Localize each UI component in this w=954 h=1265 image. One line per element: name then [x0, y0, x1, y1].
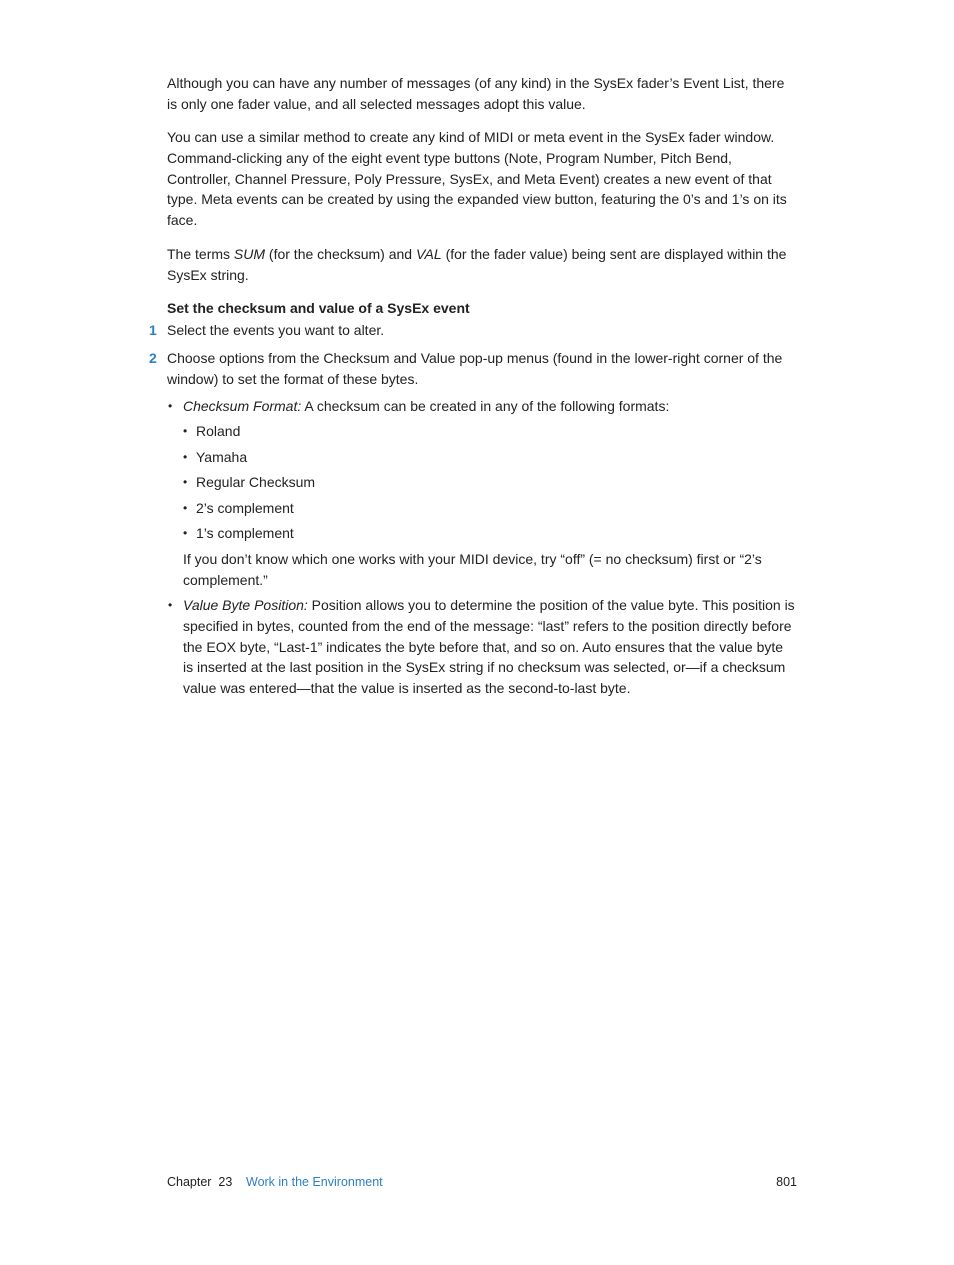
terms-text-1: The terms [167, 246, 234, 262]
step-1 [149, 320, 797, 341]
method-paragraph: You can use a similar method to create any kind of MIDI or meta event in the SysEx fader window. Command-clicking any of the eight event type buttons (Note, Program Number, Pitch Bend, Controller, Channel Pressure, Poly Pressure, SysEx, and Meta Event) creates a new event of that type. Meta events can be created by using the expanded view button, featuring the 0’s and 1’s on its face. [167, 129, 787, 229]
task-heading: Set the checksum and value of a SysEx event [167, 300, 470, 316]
intro-paragraph: Although you can have any number of messages (of any kind) in the SysEx fader’s Event List, there is only one fader value, and all selected messages adopt this value. [167, 75, 785, 112]
value-byte-position-term: Value Byte Position: [183, 597, 308, 613]
option-label: 2’s complement [196, 500, 294, 516]
bullet-checksum-format [168, 396, 797, 417]
list-item [183, 447, 786, 468]
terms-text-3: (for the fader value) being sent are displayed within the SysEx string. [167, 246, 787, 283]
chapter-label: Chapter 23 [167, 1175, 233, 1189]
option-label: Regular Checksum [196, 474, 316, 490]
bullet-dot: • [183, 450, 188, 464]
bullet-dot: • [183, 424, 188, 438]
option-label: Roland [196, 423, 241, 439]
checksum-format-term: Checksum Format: [183, 398, 302, 414]
chapter-title-link[interactable]: Work in the Environment [246, 1175, 383, 1189]
bullet-dot: • [183, 501, 188, 515]
page-number: 801 [776, 1175, 797, 1189]
step-number: 1 [149, 322, 157, 338]
list-item [183, 472, 786, 493]
terms-paragraph [167, 244, 797, 286]
terms-text-2: (for the checksum) and [265, 246, 416, 262]
checksum-note: If you don’t know which one works with your MIDI device, try “off” (= no checksum) first or “2’s complement.” [183, 551, 762, 588]
option-label: 1’s complement [196, 525, 294, 541]
val-term: VAL [415, 246, 442, 262]
value-byte-position-text: Position allows you to determine the position of the value byte. This position is specified in bytes, counted from the end of the message: “last” refers to the position directly before the EOX byte, “Last-1” indicates the byte before that, and so on. Auto ensures that the value byte is inserted at the last position in the SysEx string if no checksum was selected, or—if a checksum value was entered—that the value is inserted as the second-to-last byte. [183, 597, 795, 697]
checksum-format-text: A checksum can be created in any of the following formats: [301, 398, 670, 414]
list-item [183, 421, 786, 442]
option-label: Yamaha [196, 449, 248, 465]
list-item [183, 498, 786, 519]
step-2 [149, 348, 797, 390]
step-text: Choose options from the Checksum and Value pop-up menus (found in the lower-right corner of the window) to set the format of these bytes. [167, 350, 783, 387]
sum-term: SUM [233, 246, 266, 262]
bullet-dot: • [183, 526, 188, 540]
bullet-dot: • [168, 598, 173, 612]
step-number: 2 [149, 350, 157, 366]
bullet-dot: • [183, 475, 188, 489]
list-item [183, 523, 786, 544]
bullet-value-byte-position [168, 595, 797, 699]
page-footer [167, 1173, 797, 1191]
step-text: Select the events you want to alter. [167, 322, 385, 338]
bullet-dot: • [168, 399, 173, 413]
